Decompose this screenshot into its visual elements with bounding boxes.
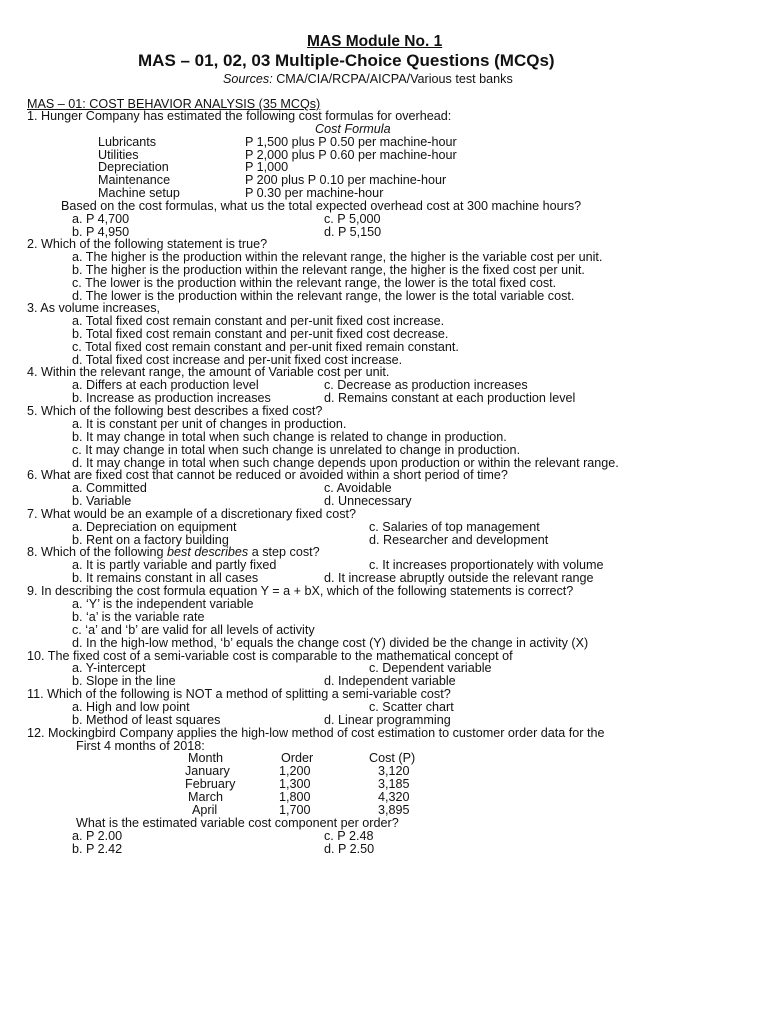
- question-text: Based on the cost formulas, what us the total expected overhead cost at 300 machine hours?: [61, 199, 582, 213]
- option-a: a. ‘Y’ is the independent variable: [72, 597, 254, 611]
- section-heading: MAS – 01: COST BEHAVIOR ANALYSIS (35 MCQs): [27, 97, 321, 111]
- cost-item: Lubricants: [98, 135, 157, 149]
- cost-formula: P 0.30 per machine-hour: [245, 186, 384, 200]
- option-c: c. It increases proportionately with volume: [369, 558, 604, 572]
- option-a: a. Differs at each production level: [72, 378, 259, 392]
- sources-text: CMA/CIA/RCPA/AICPA/Various test banks: [272, 72, 513, 86]
- option-b: b. It remains constant in all cases: [72, 571, 259, 585]
- option-d: d. Independent variable: [324, 674, 456, 688]
- option-b: b. ‘a’ is the variable rate: [72, 610, 205, 624]
- sources-line: [223, 73, 513, 86]
- option-a: a. Total fixed cost remain constant and per-unit fixed cost increase.: [72, 314, 445, 328]
- cost-item: Maintenance: [98, 173, 171, 187]
- option-d: d. It may change in total when such change depends upon production or within the relevant range.: [72, 456, 619, 470]
- option-b: b. Total fixed cost remain constant and per-unit fixed cost decrease.: [72, 327, 449, 341]
- stem-emphasis: best describes: [167, 545, 249, 559]
- cost-formula: P 200 plus P 0.10 per machine-hour: [245, 173, 447, 187]
- table-cell-cost: 4,320: [378, 790, 410, 804]
- option-a: a. P 4,700: [72, 212, 130, 226]
- table-header-month: Month: [188, 751, 224, 765]
- option-d: d. In the high-low method, ‘b’ equals the change cost (Y) divided be the change in activity (X): [72, 636, 589, 650]
- stem-text: 8. Which of the following: [27, 545, 168, 559]
- option-a: a. High and low point: [72, 700, 190, 714]
- option-c: c. Avoidable: [324, 481, 392, 495]
- question-stem: 10. The fixed cost of a semi-variable cost is comparable to the mathematical concept of: [27, 649, 513, 663]
- option-c: c. Decrease as production increases: [324, 378, 528, 392]
- option-a: a. Committed: [72, 481, 147, 495]
- cost-item: Utilities: [98, 148, 139, 162]
- question-stem: 9. In describing the cost formula equation Y = a + bX, which of the following statements is correct?: [27, 584, 574, 598]
- option-b: b. It may change in total when such change is related to change in production.: [72, 430, 507, 444]
- option-d: d. Linear programming: [324, 713, 451, 727]
- table-cell-month: April: [192, 803, 218, 817]
- table-cell-cost: 3,120: [378, 764, 410, 778]
- option-c: c. Salaries of top management: [369, 520, 540, 534]
- option-d: d. Remains constant at each production level: [324, 391, 576, 405]
- question-stem: 3. As volume increases,: [27, 301, 160, 315]
- option-d: d. Researcher and development: [369, 533, 549, 547]
- option-c: c. The lower is the production within the relevant range, the lower is the total fixed cost.: [72, 276, 557, 290]
- table-cell-order: 1,700: [279, 803, 311, 817]
- cost-formula: P 1,000: [245, 160, 289, 174]
- option-c: c. Dependent variable: [369, 661, 492, 675]
- option-a: a. Depreciation on equipment: [72, 520, 237, 534]
- option-d: d. The lower is the production within the relevant range, the lower is the total variable cost.: [72, 289, 575, 303]
- question-stem: 6. What are fixed cost that cannot be reduced or avoided within a short period of time?: [27, 468, 508, 482]
- question-stem: 11. Which of the following is NOT a method of splitting a semi-variable cost?: [27, 687, 451, 701]
- cost-formula: P 1,500 plus P 0.50 per machine-hour: [245, 135, 457, 149]
- option-c: c. P 2.48: [324, 829, 374, 843]
- option-b: b. P 2.42: [72, 842, 123, 856]
- table-cell-month: March: [188, 790, 223, 804]
- module-title: MAS Module No. 1: [307, 33, 443, 50]
- table-cell-cost: 3,185: [378, 777, 410, 791]
- table-cell-order: 1,200: [279, 764, 311, 778]
- cost-item: Depreciation: [98, 160, 169, 174]
- stem-text: a step cost?: [248, 545, 320, 559]
- table-cell-order: 1,300: [279, 777, 311, 791]
- option-d: d. It increase abruptly outside the relevant range: [324, 571, 594, 585]
- option-d: d. P 5,150: [324, 225, 382, 239]
- table-cell-month: February: [185, 777, 236, 791]
- question-stem: 2. Which of the following statement is true?: [27, 237, 268, 251]
- option-c: c. P 5,000: [324, 212, 381, 226]
- sources-label: Sources:: [223, 72, 273, 86]
- question-stem: 1. Hunger Company has estimated the following cost formulas for overhead:: [27, 109, 452, 123]
- option-d: d. Unnecessary: [324, 494, 412, 508]
- option-b: b. P 4,950: [72, 225, 130, 239]
- question-stem: 5. Which of the following best describes a fixed cost?: [27, 404, 323, 418]
- option-b: b. The higher is the production within the relevant range, the higher is the fixed cost per unit.: [72, 263, 585, 277]
- table-header-order: Order: [281, 751, 314, 765]
- option-c: c. Total fixed cost remain constant and per-unit fixed remain constant.: [72, 340, 459, 354]
- cost-formula: P 2,000 plus P 0.60 per machine-hour: [245, 148, 457, 162]
- table-header: Cost Formula: [315, 122, 391, 136]
- table-cell-cost: 3,895: [378, 803, 410, 817]
- option-b: b. Slope in the line: [72, 674, 176, 688]
- question-text: What is the estimated variable cost component per order?: [76, 816, 399, 830]
- option-c: c. It may change in total when such change is unrelated to change in production.: [72, 443, 521, 457]
- question-stem: 12. Mockingbird Company applies the high-low method of cost estimation to customer order data for the: [27, 726, 605, 740]
- question-stem: 4. Within the relevant range, the amount of Variable cost per unit.: [27, 365, 390, 379]
- option-a: a. It is partly variable and partly fixed: [72, 558, 277, 572]
- option-a: a. Y-intercept: [72, 661, 146, 675]
- cost-item: Machine setup: [98, 186, 180, 200]
- table-cell-month: January: [185, 764, 230, 778]
- table-header-cost: Cost (P): [369, 751, 416, 765]
- option-a: a. The higher is the production within the relevant range, the higher is the variable cost per unit.: [72, 250, 603, 264]
- question-stem: 7. What would be an example of a discretionary fixed cost?: [27, 507, 357, 521]
- option-b: b. Variable: [72, 494, 132, 508]
- option-b: b. Increase as production increases: [72, 391, 271, 405]
- option-d: d. P 2.50: [324, 842, 375, 856]
- option-c: c. ‘a’ and ‘b’ are valid for all levels of activity: [72, 623, 315, 637]
- table-cell-order: 1,800: [279, 790, 311, 804]
- question-stem-continued: First 4 months of 2018:: [76, 739, 205, 753]
- option-b: b. Rent on a factory building: [72, 533, 229, 547]
- option-a: a. P 2.00: [72, 829, 123, 843]
- option-d: d. Total fixed cost increase and per-unit fixed cost increase.: [72, 353, 403, 367]
- option-c: c. Scatter chart: [369, 700, 454, 714]
- option-a: a. It is constant per unit of changes in production.: [72, 417, 347, 431]
- page-title: MAS – 01, 02, 03 Multiple-Choice Questions (MCQs): [138, 51, 555, 70]
- option-b: b. Method of least squares: [72, 713, 221, 727]
